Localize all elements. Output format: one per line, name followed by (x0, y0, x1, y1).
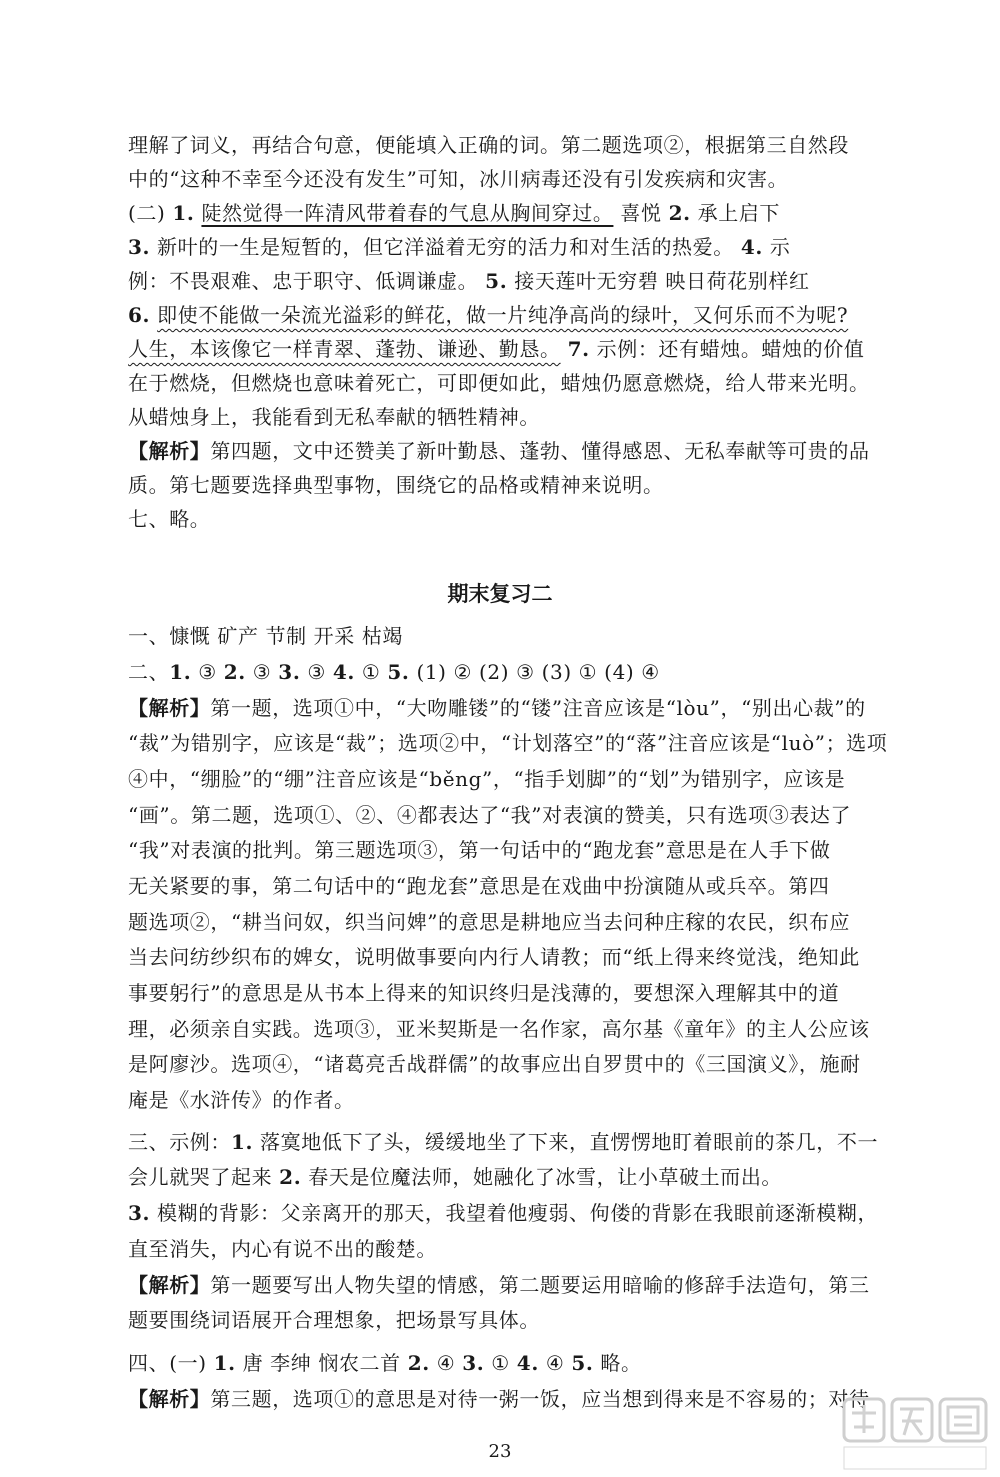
text: 是阿廖沙。选项④，“诸葛亮舌战群儒”的故事应出自罗贯中的《三国演义》，施耐 (128, 1052, 861, 1076)
answer: ④ (429, 1351, 463, 1375)
text-line (128, 655, 888, 689)
text-line (128, 1303, 888, 1337)
question-number: 3. (128, 235, 151, 259)
text: 在于燃烧，但燃烧也意味着死亡，可即便如此，蜡烛仍愿意燃烧，给人带来光明。 (128, 371, 870, 395)
page-number: 23 (488, 1441, 512, 1462)
text-line (128, 230, 888, 264)
text-line (128, 1083, 888, 1117)
question-number: 3. (278, 660, 301, 684)
text-line (128, 196, 888, 230)
answer: (1) ② (2) ③ (3) ① (4) ④ (409, 660, 660, 684)
question-number: 1. (172, 201, 195, 225)
wavy-underlined-answer: 人生，本该像它一样青翠、蓬勃、谦逊、勤恳。 (128, 337, 561, 361)
text: ④中，“绷脸”的“绷”注音应该是“běng”，“指手划脚”的“划”为错别字，应该是 (128, 767, 846, 791)
space (561, 337, 568, 361)
question-number: 2. (407, 1351, 430, 1375)
text-line (128, 940, 888, 974)
text: 七、略。 (128, 507, 211, 531)
question-number: 1. (213, 1351, 236, 1375)
question-number: 5. (571, 1351, 594, 1375)
question-number: 2. (668, 201, 691, 225)
question-number: 1. (169, 660, 192, 684)
text: “画”。第二题，选项①、②、④都表达了“我”对表演的赞美，只有选项③表达了 (128, 803, 852, 827)
text-line (128, 1382, 888, 1416)
wavy-underlined-answer: 即使不能做一朵流光溢彩的鲜花，做一片纯净高尚的绿叶，又何乐而不为呢? (157, 303, 849, 327)
text-line (128, 726, 888, 760)
text: “我”对表演的批判。第三题选项③，第一句话中的“跑龙套”意思是在人手下做 (128, 838, 831, 862)
section-title: 期末复习二 (447, 582, 553, 606)
answer: ① (354, 660, 388, 684)
question-number: 1. (231, 1130, 254, 1154)
text: 直至消失，内心有说不出的酸楚。 (128, 1237, 437, 1261)
text: 从蜡烛身上，我能看到无私奉献的牺牲精神。 (128, 405, 540, 429)
underlined-answer: 陡然觉得一阵清风带着春的气息从胸间穿过。 (201, 201, 614, 225)
text-line (128, 976, 888, 1010)
question-number: 6. (128, 303, 151, 327)
text: 模糊的背影：父亲离开的那天，我望着他瘦弱、佝偻的背影在我眼前逐渐模糊， (150, 1201, 879, 1225)
answer: ③ (245, 660, 279, 684)
answer: ④ (538, 1351, 572, 1375)
watermark-logo-icon (842, 1393, 992, 1473)
section-marker: 四、(一) (128, 1351, 214, 1375)
text-line (128, 332, 888, 366)
text: 中的“这种不幸至今还没有发生”可知，冰川病毒还没有引发疾病和灾害。 (128, 167, 789, 191)
text-line (128, 691, 888, 725)
text-line (128, 798, 888, 832)
question-number: 5. (387, 660, 410, 684)
text-line (128, 869, 888, 903)
question-number: 2. (223, 660, 246, 684)
text: 第一题要写出人物失望的情感，第二题要运用暗喻的修辞手法造句，第三 (210, 1273, 870, 1297)
text: 例：不畏艰难、忠于职守、低调谦虚。 (128, 269, 486, 293)
text: 接天莲叶无穷碧 映日荷花别样红 (507, 269, 810, 293)
text-line (128, 833, 888, 867)
text: 一、慷慨 矿产 节制 开采 枯竭 (128, 624, 404, 648)
answer: ③ (300, 660, 333, 684)
text: 新叶的一生是短暂的，但它洋溢着无穷的活力和对生活的热爱。 (150, 235, 741, 259)
analysis-label: 【解析】 (128, 439, 211, 463)
question-number: 7. (567, 337, 590, 361)
text-line (128, 762, 888, 796)
text: 第四题，文中还赞美了新叶勤恳、蓬勃、懂得感恩、无私奉献等可贵的品 (210, 439, 870, 463)
text-line (128, 128, 888, 162)
answer: 略。 (593, 1351, 642, 1375)
text: “裁”为错别字，应该是“裁”；选项②中，“计划落空”的“落”注音应该是“luò”；选项 (128, 731, 888, 755)
section-marker: 三、示例： (128, 1130, 231, 1154)
text-line (128, 1268, 888, 1302)
text: 理解了词义，再结合句意，便能填入正确的词。第二题选项②，根据第三自然段 (128, 133, 849, 157)
text: 示 (762, 235, 791, 259)
text-line (128, 1012, 888, 1046)
answer: ① (484, 1351, 517, 1375)
text: 题选项②，“耕当问奴，织当问婢”的意思是耕地应当去问种庄稼的农民，织布应 (128, 910, 851, 934)
text-line (128, 1125, 888, 1159)
text-line (128, 1047, 888, 1081)
text: 会儿就哭了起来 (128, 1165, 280, 1189)
answer: ③ (191, 660, 224, 684)
text: 喜悦 (613, 201, 669, 225)
text: 理，必须亲自实践。选项③，亚米契斯是一名作家，高尔基《童年》的主人公应该 (128, 1017, 870, 1041)
text-line (128, 298, 888, 332)
question-number: 2. (279, 1165, 302, 1189)
text: 第三题，选项①的意思是对待一粥一饭，应当想到得来是不容易的；对待 (210, 1387, 870, 1411)
text-line (128, 1196, 888, 1230)
text-line (128, 162, 888, 196)
text-line (128, 1160, 888, 1194)
text-line (128, 1232, 888, 1266)
text-line (128, 400, 888, 434)
text: 落寞地低下了头，缓缓地坐了下来，直愣愣地盯着眼前的茶几，不一 (253, 1130, 879, 1154)
text: 事要躬行”的意思是从书本上得来的知识终归是浅薄的，要想深入理解其中的道 (128, 981, 840, 1005)
text-line (128, 366, 888, 400)
text: 题要围绕词语展开合理想象，把场景写具体。 (128, 1308, 540, 1332)
text: 无关紧要的事，第二句话中的“跑龙套”意思是在戏曲中扮演随从或兵卒。第四 (128, 874, 830, 898)
text: 当去问纺纱织布的婢女，说明做事要向内行人请教；而“纸上得来终觉浅，绝知此 (128, 945, 860, 969)
analysis-label: 【解析】 (128, 1387, 211, 1411)
analysis-label: 【解析】 (128, 1273, 211, 1297)
text: 示例：还有蜡烛。蜡烛的价值 (589, 337, 865, 361)
section-marker: 二、 (128, 660, 170, 684)
text: 庵是《水浒传》的作者。 (128, 1088, 355, 1112)
section-marker: (二) (128, 201, 173, 225)
analysis-label: 【解析】 (128, 696, 211, 720)
text-line (128, 1346, 888, 1380)
text: 春天是位魔法师，她融化了冰雪，让小草破土而出。 (301, 1165, 783, 1189)
text-line (128, 502, 888, 536)
text-line (128, 619, 888, 653)
answer: 唐 李绅 悯农二首 (235, 1351, 408, 1375)
text: 第一题，选项①中，“大吻雕镂”的“镂”注音应该是“lòu”，“别出心裁”的 (210, 696, 866, 720)
question-number: 3. (462, 1351, 485, 1375)
question-number: 4. (332, 660, 355, 684)
text: 承上启下 (690, 201, 781, 225)
question-number: 3. (128, 1201, 151, 1225)
question-number: 4. (516, 1351, 539, 1375)
text: 质。第七题要选择典型事物，围绕它的品格或精神来说明。 (128, 473, 664, 497)
text-line (128, 434, 888, 468)
text-line (128, 905, 888, 939)
question-number: 4. (740, 235, 763, 259)
text-line (128, 264, 888, 298)
question-number: 5. (485, 269, 508, 293)
text-line (128, 468, 888, 502)
